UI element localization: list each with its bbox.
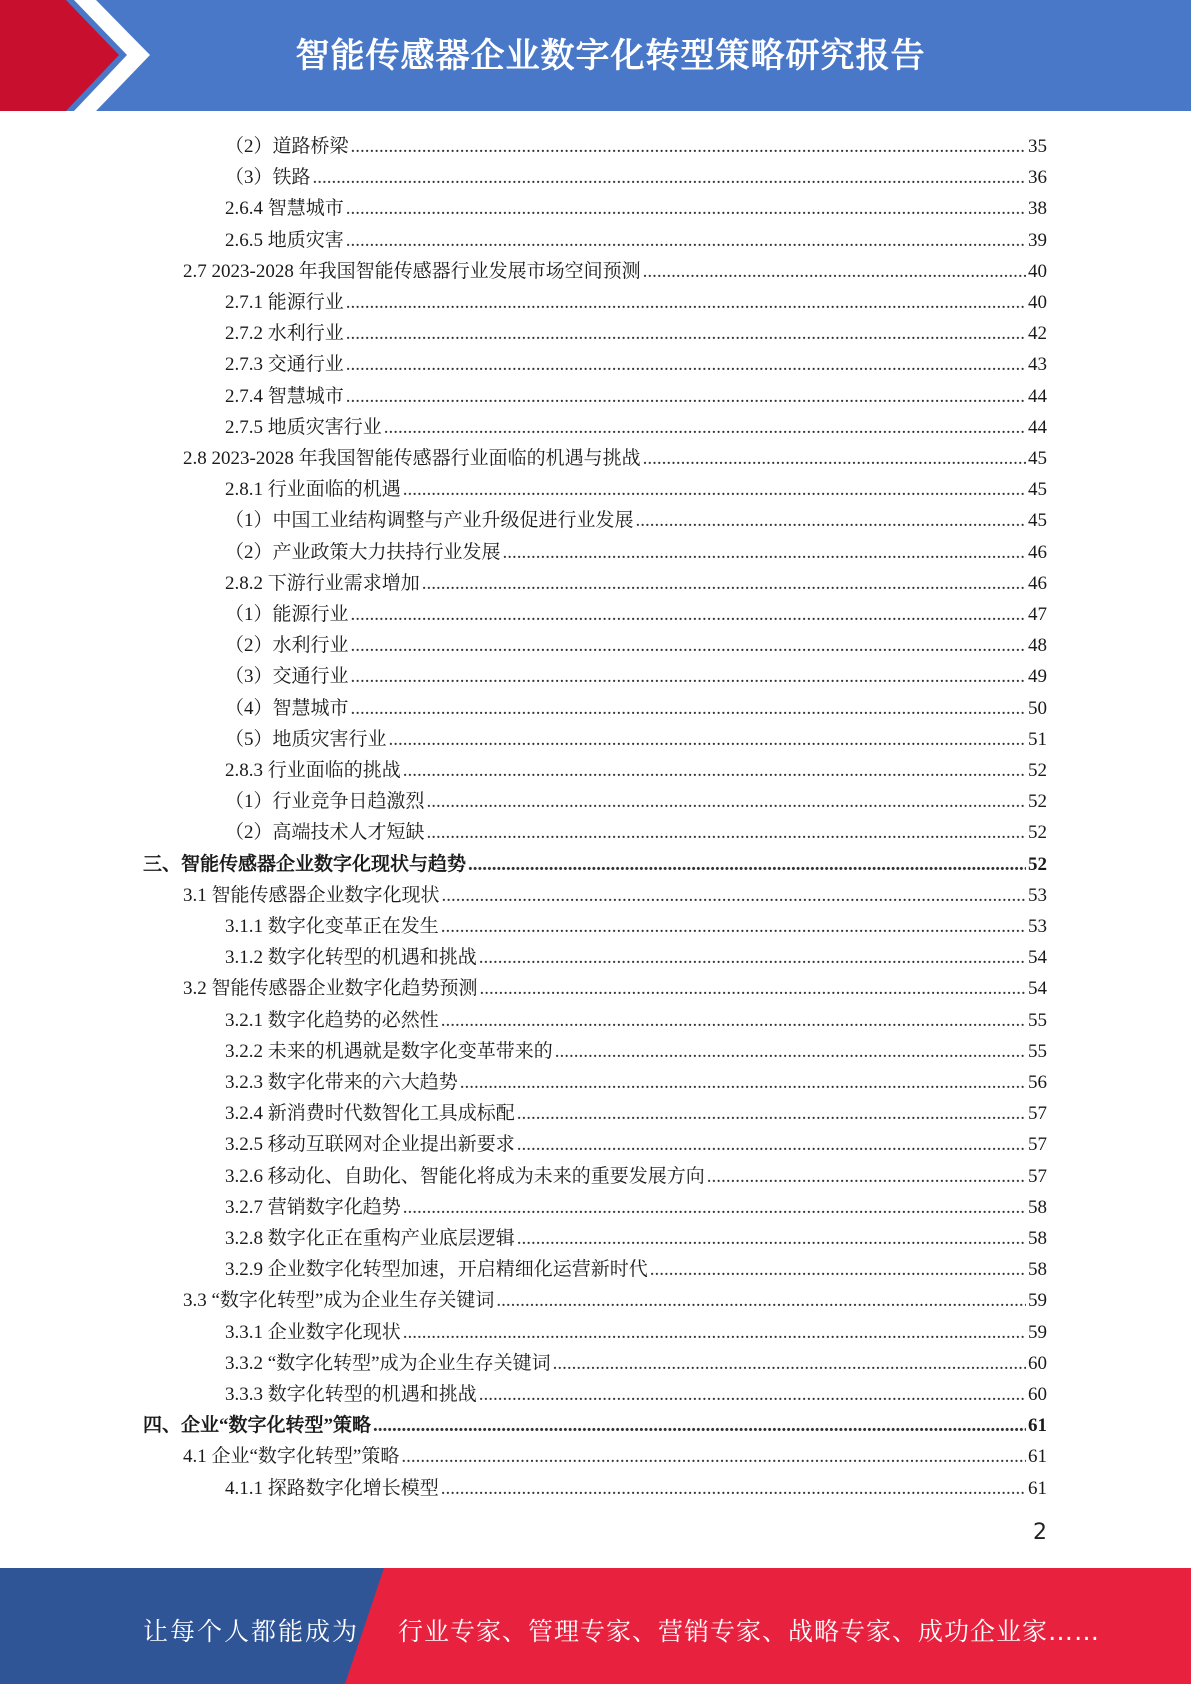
toc-dot-leader <box>553 1353 1026 1375</box>
toc-dot-leader <box>479 1384 1026 1406</box>
toc-entry-title: （4）智慧城市 <box>225 697 349 719</box>
toc-entry-title: 2.7.5 地质灾害行业 <box>225 416 382 438</box>
toc-entry-page: 58 <box>1028 1196 1047 1218</box>
toc-dot-leader <box>401 1446 1026 1468</box>
toc-entry-title: 3.1.1 数字化变革正在发生 <box>225 916 439 937</box>
toc-entry[interactable] <box>225 1125 1047 1156</box>
toc-entry[interactable] <box>225 158 1047 189</box>
toc-dot-leader <box>517 1228 1026 1250</box>
toc-dot-leader <box>503 542 1026 564</box>
toc-entry-title: （3）交通行业 <box>225 666 349 688</box>
toc-entry[interactable] <box>183 252 1047 283</box>
toc-entry-title: 2.8.3 行业面临的挑战 <box>225 760 401 781</box>
toc-entry-title: 3.2.1 数字化趋势的必然性 <box>225 1009 439 1031</box>
toc-entry-title: 3.2.3 数字化带来的六大趋势 <box>225 1072 458 1093</box>
toc-entry-title: 4.1.1 探路数字化增长模型 <box>225 1477 439 1499</box>
toc-entry-page: 55 <box>1028 1040 1047 1062</box>
toc-dot-leader <box>480 978 1026 1000</box>
toc-entry[interactable] <box>225 720 1047 751</box>
toc-dot-leader <box>442 885 1026 907</box>
toc-entry-title: 2.7 2023-2028 年我国智能传感器行业发展市场空间预测 <box>183 260 641 282</box>
toc-entry-page: 35 <box>1028 136 1047 157</box>
toc-entry-title: （2）道路桥梁 <box>225 136 349 157</box>
toc-entry-title: 3.2.2 未来的机遇就是数字化变革带来的 <box>225 1040 553 1062</box>
toc-dot-leader <box>346 230 1026 252</box>
toc-entry[interactable] <box>225 314 1047 345</box>
toc-entry[interactable] <box>225 377 1047 408</box>
toc-entry-title: （2）高端技术人才短缺 <box>225 822 425 844</box>
toc-entry-title: 2.8.2 下游行业需求增加 <box>225 572 420 594</box>
toc-entry-title: （1）行业竞争日趋激烈 <box>225 791 425 813</box>
toc-entry-title: （2）产业政策大力扶持行业发展 <box>225 541 501 563</box>
toc-entry[interactable] <box>225 938 1047 969</box>
toc-entry-title: 2.8.1 行业面临的机遇 <box>225 479 401 501</box>
toc-entry-page: 55 <box>1028 1009 1047 1031</box>
toc-entry[interactable] <box>225 1219 1047 1250</box>
toc-entry-title: 2.6.4 智慧城市 <box>225 198 344 220</box>
toc-entry[interactable] <box>225 1188 1047 1219</box>
toc-dot-leader <box>346 354 1026 376</box>
toc-entry[interactable] <box>183 1281 1047 1312</box>
toc-dot-leader <box>441 1478 1026 1500</box>
toc-dot-leader <box>351 666 1026 688</box>
toc-entry-page: 58 <box>1028 1228 1047 1249</box>
toc-entry-title: 3.2.9 企业数字化转型加速，开启精细化运营新时代 <box>225 1259 648 1281</box>
toc-dot-leader <box>517 1103 1026 1125</box>
report-title: 智能传感器企业数字化转型策略研究报告 <box>295 36 926 76</box>
toc-entry-page: 40 <box>1028 292 1047 313</box>
toc-entry-page: 45 <box>1028 510 1047 532</box>
toc-entry-page: 43 <box>1028 354 1047 376</box>
toc-entry-page: 59 <box>1028 1321 1047 1343</box>
toc-entry-page: 61 <box>1028 1415 1047 1437</box>
toc-dot-leader <box>351 698 1026 720</box>
toc-entry[interactable] <box>225 1313 1047 1344</box>
toc-entry[interactable] <box>225 533 1047 564</box>
toc-entry-page: 40 <box>1028 260 1047 282</box>
toc-entry-page: 39 <box>1028 229 1047 251</box>
page-number: 2 <box>1033 1520 1047 1545</box>
toc-entry-page: 54 <box>1028 978 1047 1000</box>
toc-entry-page: 57 <box>1028 1165 1047 1187</box>
toc-dot-leader <box>427 822 1026 844</box>
toc-entry-title: （3）铁路 <box>225 167 311 189</box>
toc-entry-page: 45 <box>1028 448 1047 469</box>
toc-entry[interactable] <box>225 657 1047 688</box>
toc-entry[interactable] <box>225 408 1047 439</box>
toc-entry-title: 2.7.4 智慧城市 <box>225 385 344 407</box>
toc-dot-leader <box>441 916 1026 938</box>
toc-entry-title: 2.7.2 水利行业 <box>225 323 344 345</box>
toc-entry[interactable] <box>225 689 1047 720</box>
toc-entry[interactable] <box>183 439 1047 470</box>
toc-entry[interactable] <box>225 189 1047 220</box>
toc-entry-title: 3.1.2 数字化转型的机遇和挑战 <box>225 947 477 969</box>
toc-entry[interactable] <box>225 907 1047 938</box>
toc-dot-leader <box>389 729 1026 751</box>
toc-entry-title: （2）水利行业 <box>225 635 349 657</box>
toc-dot-leader <box>427 791 1026 813</box>
toc-entry-page: 42 <box>1028 323 1047 345</box>
toc-entry-page: 52 <box>1028 822 1047 844</box>
toc-entry-title: 3.3.2 “数字化转型”成为企业生存关键词 <box>225 1352 551 1374</box>
toc-dot-leader <box>707 1166 1026 1188</box>
toc-dot-leader <box>650 1259 1026 1281</box>
toc-entry[interactable] <box>225 626 1047 657</box>
toc-entry-title: 3.2 智能传感器企业数字化趋势预测 <box>183 978 478 1000</box>
toc-entry[interactable] <box>183 1437 1047 1468</box>
toc-entry-page: 58 <box>1028 1259 1047 1281</box>
toc-dot-leader <box>643 448 1026 470</box>
toc-entry-title: 2.7.1 能源行业 <box>225 292 344 313</box>
toc-entry[interactable] <box>225 1375 1047 1406</box>
toc-dot-leader <box>460 1072 1026 1094</box>
toc-entry-page: 59 <box>1028 1290 1047 1312</box>
toc-dot-leader <box>403 1322 1026 1344</box>
toc-entry-page: 46 <box>1028 572 1047 594</box>
toc-entry-title: （5）地质灾害行业 <box>225 728 387 750</box>
toc-entry[interactable] <box>225 470 1047 501</box>
toc-entry-title: 3.2.6 移动化、自助化、智能化将成为未来的重要发展方向 <box>225 1165 705 1187</box>
toc-entry[interactable] <box>225 1344 1047 1375</box>
toc-entry[interactable] <box>225 595 1047 626</box>
toc-dot-leader <box>346 323 1026 345</box>
toc-entry[interactable] <box>225 345 1047 376</box>
toc-entry-page: 52 <box>1028 791 1047 813</box>
toc-entry[interactable] <box>143 845 1047 876</box>
toc-entry-page: 61 <box>1028 1446 1047 1468</box>
toc-entry-page: 53 <box>1028 916 1047 937</box>
toc-entry-title: 3.2.8 数字化正在重构产业底层逻辑 <box>225 1228 515 1249</box>
toc-entry[interactable] <box>183 969 1047 1000</box>
toc-entry[interactable] <box>225 813 1047 844</box>
toc-entry-page: 48 <box>1028 635 1047 657</box>
toc-dot-leader <box>403 760 1026 782</box>
toc-entry-title: 3.2.4 新消费时代数智化工具成标配 <box>225 1103 515 1125</box>
toc-entry-title: 3.2.5 移动互联网对企业提出新要求 <box>225 1134 515 1156</box>
toc-entry-page: 38 <box>1028 198 1047 220</box>
toc-entry-page: 52 <box>1028 760 1047 781</box>
toc-entry-page: 61 <box>1028 1477 1047 1499</box>
toc-entry-title: （1）中国工业结构调整与产业升级促进行业发展 <box>225 510 634 532</box>
toc-entry-title: 3.3 “数字化转型”成为企业生存关键词 <box>183 1290 495 1312</box>
toc-dot-leader <box>373 1415 1026 1437</box>
toc-entry-title: 四、企业“数字化转型”策略 <box>143 1415 372 1437</box>
toc-dot-leader <box>346 292 1026 314</box>
toc-entry-page: 57 <box>1028 1134 1047 1156</box>
toc-entry[interactable] <box>225 127 1047 158</box>
toc-dot-leader <box>403 479 1026 501</box>
toc-entry[interactable] <box>225 564 1047 595</box>
toc-dot-leader <box>346 198 1026 220</box>
toc-entry-title: （1）能源行业 <box>225 604 349 625</box>
toc-entry-page: 44 <box>1028 416 1047 438</box>
toc-entry-page: 56 <box>1028 1072 1047 1093</box>
toc-entry-title: 3.3.1 企业数字化现状 <box>225 1321 401 1343</box>
toc-entry[interactable] <box>225 1157 1047 1188</box>
toc-entry-title: 2.6.5 地质灾害 <box>225 229 344 251</box>
toc-entry[interactable] <box>225 1469 1047 1500</box>
toc-dot-leader <box>441 1010 1026 1032</box>
toc-entry[interactable] <box>225 751 1047 782</box>
page-footer <box>0 1568 1191 1684</box>
toc-dot-leader <box>517 1134 1026 1156</box>
toc-entry-title: 3.3.3 数字化转型的机遇和挑战 <box>225 1384 477 1405</box>
toc-entry[interactable] <box>225 1250 1047 1281</box>
toc-entry-page: 36 <box>1028 167 1047 189</box>
toc-entry-page: 57 <box>1028 1103 1047 1125</box>
toc-entry-page: 51 <box>1028 728 1047 750</box>
footer-slogan-right: 行业专家、管理专家、营销专家、战略专家、成功企业家…… <box>398 1617 1101 1646</box>
toc-entry-page: 60 <box>1028 1384 1047 1405</box>
toc-dot-leader <box>351 136 1026 158</box>
toc-dot-leader <box>422 573 1026 595</box>
toc-entry[interactable] <box>225 221 1047 252</box>
toc-entry[interactable] <box>225 1001 1047 1032</box>
toc-entry-page: 44 <box>1028 385 1047 407</box>
toc-dot-leader <box>479 947 1026 969</box>
toc-entry[interactable] <box>143 1406 1047 1437</box>
toc-entry-title: 三、智能传感器企业数字化现状与趋势 <box>143 853 467 875</box>
toc-entry-page: 45 <box>1028 479 1047 501</box>
toc-entry-page: 49 <box>1028 666 1047 688</box>
toc-dot-leader <box>496 1290 1026 1312</box>
toc-dot-leader <box>346 386 1026 408</box>
toc-dot-leader <box>403 1197 1026 1219</box>
toc-entry[interactable] <box>225 1094 1047 1125</box>
toc-entry-title: 3.1 智能传感器企业数字化现状 <box>183 884 440 906</box>
toc-dot-leader <box>351 635 1026 657</box>
toc-dot-leader <box>636 510 1026 532</box>
toc-entry-title: 2.7.3 交通行业 <box>225 354 344 376</box>
toc-entry-page: 54 <box>1028 947 1047 969</box>
toc-dot-leader <box>384 417 1026 439</box>
toc-entry-page: 50 <box>1028 697 1047 719</box>
toc-entry[interactable] <box>225 1063 1047 1094</box>
toc-dot-leader <box>643 261 1026 283</box>
footer-slogan-left: 让每个人都能成为 <box>143 1617 360 1646</box>
toc-entry-title: 4.1 企业“数字化转型”策略 <box>183 1446 400 1468</box>
toc-dot-leader <box>468 854 1026 876</box>
toc-entry[interactable] <box>183 876 1047 907</box>
toc-entry-title: 3.2.7 营销数字化趋势 <box>225 1196 401 1218</box>
toc-entry-page: 52 <box>1028 853 1047 875</box>
toc-entry-page: 53 <box>1028 884 1047 906</box>
toc-entry[interactable] <box>225 501 1047 532</box>
toc-entry[interactable] <box>225 1032 1047 1063</box>
toc-dot-leader <box>555 1041 1026 1063</box>
toc-entry-page: 47 <box>1028 604 1047 625</box>
toc-entry[interactable] <box>225 782 1047 813</box>
toc-entry-title: 2.8 2023-2028 年我国智能传感器行业面临的机遇与挑战 <box>183 448 641 469</box>
toc-entry[interactable] <box>225 283 1047 314</box>
toc-entry-page: 46 <box>1028 541 1047 563</box>
toc-dot-leader <box>351 604 1026 626</box>
toc-dot-leader <box>313 167 1026 189</box>
toc-entry-page: 60 <box>1028 1352 1047 1374</box>
page-header <box>0 0 1191 111</box>
